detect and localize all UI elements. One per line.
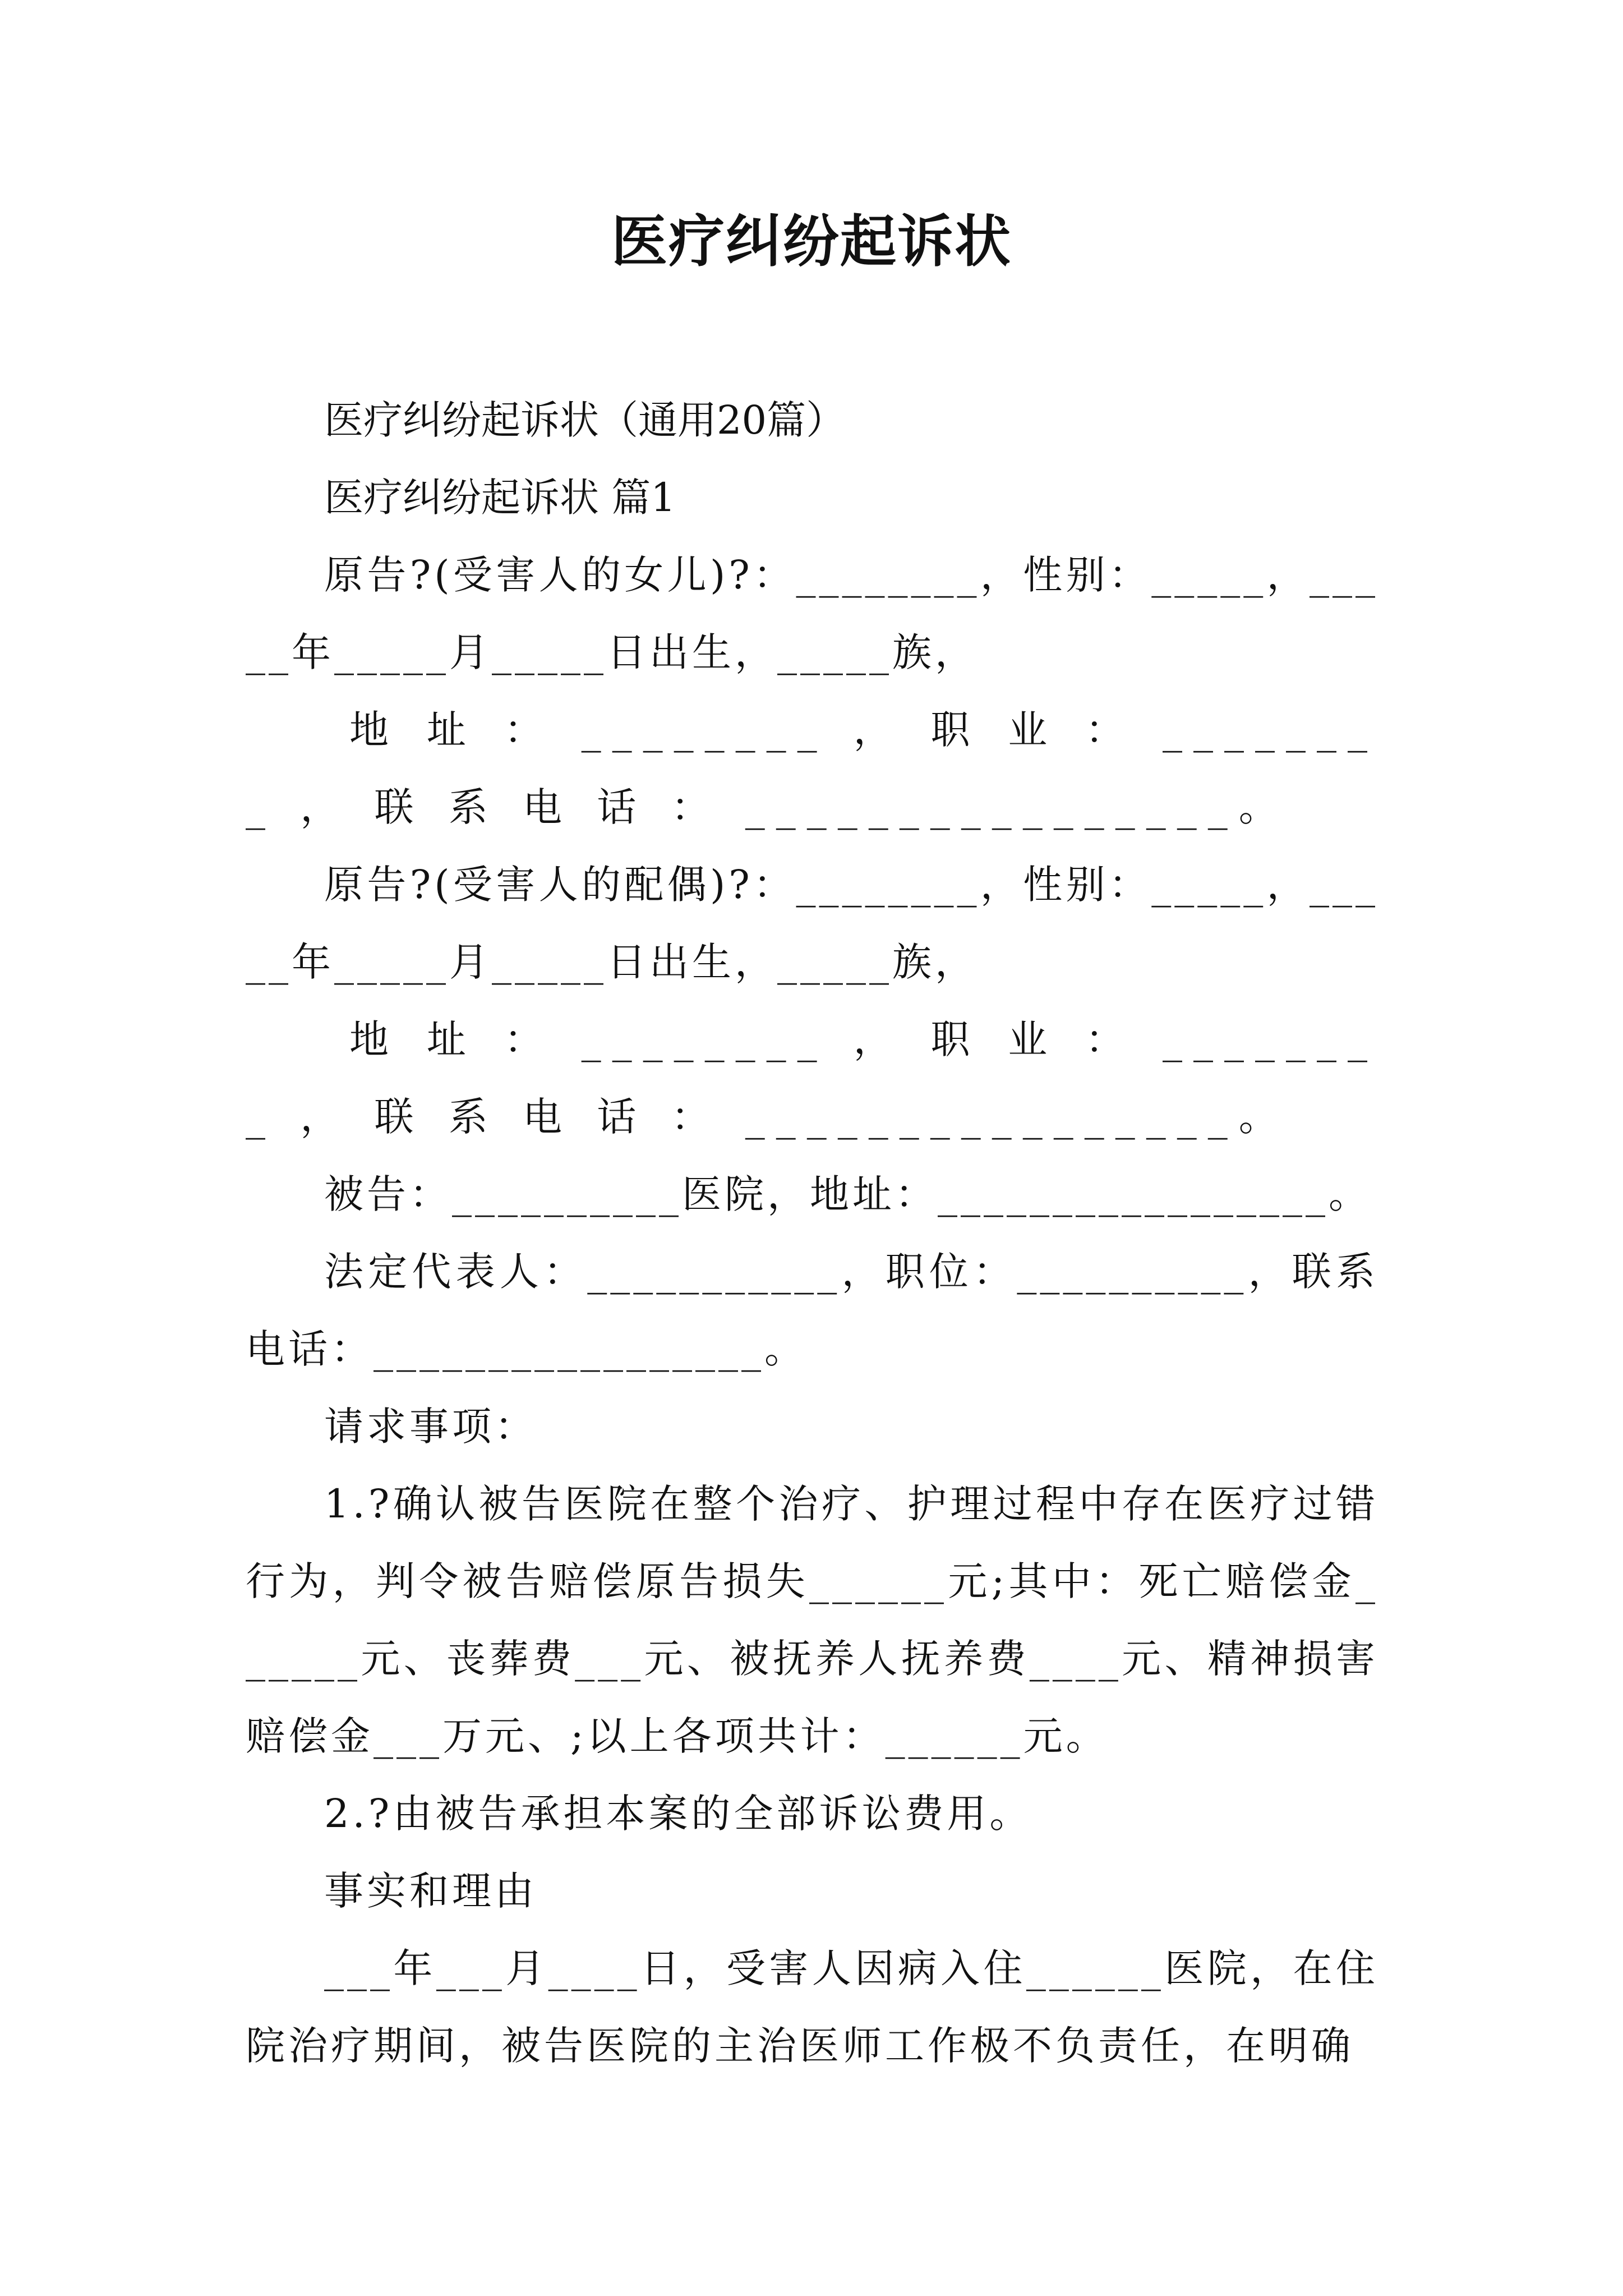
paragraph-plaintiff-spouse: 原告?(受害人的配偶)?：________，性别：_____，_____年_____月_____日出生，_____族，	[246, 862, 1378, 985]
paragraph-claim-2: 2.?由被告承担本案的全部诉讼费用。	[324, 1791, 1032, 1837]
paragraph-plaintiff-daughter: 原告?(受害人的女儿)?：________，性别：_____，_____年_____月_____日出生，_____族，	[246, 552, 1378, 675]
document-title: 医疗纠纷起诉状	[611, 208, 1012, 274]
paragraph-collection-title: 医疗纠纷起诉状（通用20篇）	[324, 397, 846, 443]
paragraph-claims-heading: 请求事项：	[324, 1404, 537, 1450]
paragraph-plaintiff-spouse-address: 地 址 ： ________ ， 职 业 ： ________ ， 联 系 电 话 ： ________________。	[246, 1016, 1378, 1140]
paragraph-facts-heading: 事实和理由	[324, 1868, 537, 1914]
paragraph-facts-body: ___年___月____日，受害人因病入住______医院，在住院治疗期间，被告医院的主治医师工作极不负责任，在明确	[246, 1945, 1378, 2069]
paragraph-defendant: 被告：__________医院，地址：_________________。	[324, 1171, 1371, 1217]
document-body	[246, 381, 1378, 2085]
paragraph-legal-representative: 法定代表人：___________，职位：__________，联系电话：_________________。	[246, 1249, 1378, 1372]
paragraph-section-heading: 医疗纠纷起诉状 篇1	[324, 475, 676, 521]
paragraph-plaintiff-daughter-address: 地 址 ： ________ ， 职 业 ： ________ ， 联 系 电 话 ： ________________。	[246, 707, 1378, 830]
paragraph-claim-1: 1.?确认被告医院在整个治疗、护理过程中存在医疗过错行为，判令被告赔偿原告损失______元;其中：死亡赔偿金______元、丧葬费___元、被抚养人抚养费____元、精神损害赔偿金___万元、;以上各项共计：______元。	[246, 1481, 1378, 1759]
